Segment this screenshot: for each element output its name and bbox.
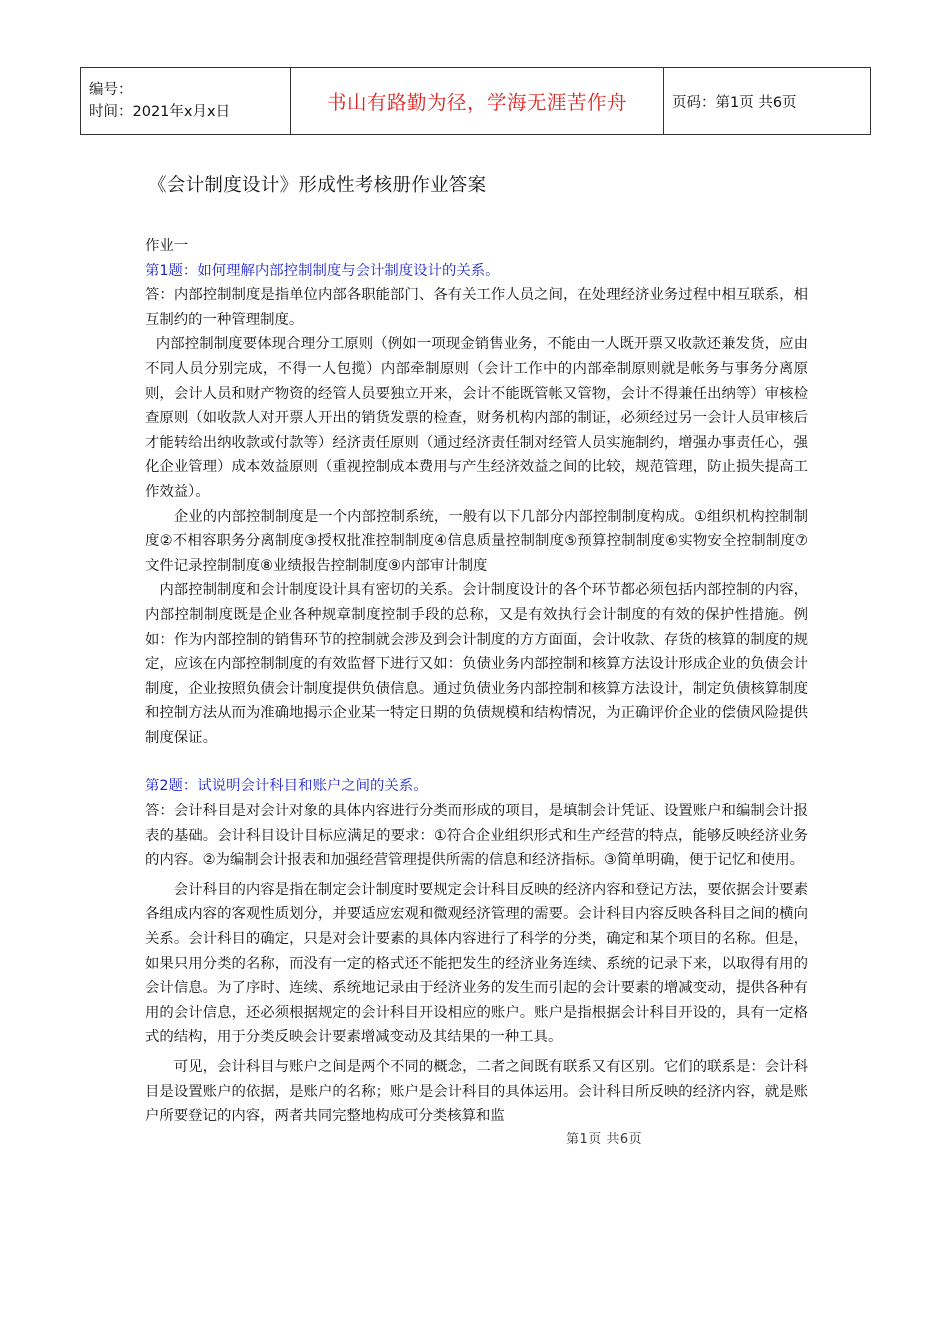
answer-1-paragraph-1: 答：内部控制制度是指单位内部各职能部门、各有关工作人员之间，在处理经济业务过程中相互联系，相互制约的一种管理制度。: [145, 287, 808, 328]
header-table: [80, 67, 871, 135]
document-number-label: 编号：: [89, 82, 133, 98]
question-1-heading: 第1题：如何理解内部控制制度与会计制度设计的关系。: [145, 262, 500, 279]
section-heading: 作业一: [145, 238, 189, 254]
answer-1-paragraph-3: 企业的内部控制制度是一个内部控制系统，一般有以下几部分内部控制制度构成。①组织机构控制制度②不相容职务分离制度③授权批准控制制度④信息质量控制制度⑤预算控制制度⑥实物安全控制制度⑦文件记录控制制度⑧业绩报告控制制度⑨内部审计制度: [145, 508, 808, 574]
header-motto: 书山有路勤为径，学海无涯苦作舟: [291, 68, 664, 135]
document-body: [145, 234, 808, 1129]
question-2-heading: 第2题：试说明会计科目和账户之间的关系。: [145, 778, 428, 795]
header-page-info: 页码：第1页 共6页: [664, 68, 871, 135]
header-info-cell: [81, 68, 291, 135]
answer-2-paragraph-2: 会计科目的内容是指在制定会计制度时要规定会计科目反映的经济内容和登记方法，要依据会计要素各组成内容的客观性质划分，并要适应宏观和微观经济管理的需要。会计科目内容反映各科目之间的横向关系。会计科目的确定，只是对会计要素的具体内容进行了科学的分类，确定和某个项目的名称。但是，如果只用分类的名称，而没有一定的格式还不能把发生的经济业务连续、系统的记录下来，以取得有用的会计信息。为了序时、连续、系统地记录由于经济业务的发生而引起的会计要素的增减变动，提供各种有用的会计信息，还必须根据规定的会计科目开设相应的账户。账户是指根据会计科目开设的，具有一定格式的结构，用于分类反映会计要素增减变动及其结果的一种工具。: [145, 881, 808, 1046]
document-title: 《会计制度设计》形成性考核册作业答案: [148, 175, 487, 196]
paragraph-gap: [145, 750, 808, 774]
footer-page-number: 第1页 共6页: [566, 1132, 643, 1147]
answer-1-paragraph-4: 内部控制制度和会计制度设计具有密切的关系。会计制度设计的各个环节都必须包括内部控制的内容，内部控制制度既是企业各种规章制度控制手段的总称，又是有效执行会计制度的有效的保护性措施。例如：作为内部控制的销售环节的控制就会涉及到会计制度的方方面面，会计收款、存货的核算的制度的规定，应该在内部控制制度的有效监督下进行又如：负债业务内部控制和核算方法设计形成企业的负债会计制度，企业按照负债会计制度提供负债信息。通过负债业务内部控制和核算方法设计，制定负债核算制度和控制方法从而为准确地揭示企业某一特定日期的负债规模和结构情况，为正确评价企业的偿债风险提供制度保证。: [145, 582, 808, 746]
answer-1-paragraph-2: 内部控制制度要体现合理分工原则（例如一项现金销售业务，不能由一人既开票又收款还兼发货，应由不同人员分别完成，不得一人包揽）内部牵制原则（会计工作中的内部牵制原则就是帐务与事务分离原则，会计人员和财产物资的经管人员要独立开来，会计不能既管帐又管物，会计不得兼任出纳等）审核检查原则（如收款人对开票人开出的销货发票的检查，财务机构内部的制证，必须经过另一会计人员审核后才能转给出纳收款或付款等）经济责任原则（通过经济责任制对经管人员实施制约，增强办事责任心，强化企业管理）成本效益原则（重视控制成本费用与产生经济效益之间的比较，规范管理，防止损失提高工作效益）。: [145, 336, 808, 500]
answer-2-paragraph-3: 可见，会计科目与账户之间是两个不同的概念，二者之间既有联系又有区别。它们的联系是：会计科目是设置账户的依据，是账户的名称；账户是会计科目的具体运用。会计科目所反映的经济内容，就是账户所要登记的内容，两者共同完整地构成可分类核算和监: [145, 1059, 808, 1125]
answer-2-paragraph-1: 答：会计科目是对会计对象的具体内容进行分类而形成的项目，是填制会计凭证、设置账户和编制会计报表的基础。会计科目设计目标应满足的要求：①符合企业组织形式和生产经营的特点，能够反映经济业务的内容。②为编制会计报表和加强经营管理提供所需的信息和经济指标。③简单明确，便于记忆和使用。: [145, 803, 808, 869]
document-time-label: 时间：2021年x月x日: [89, 104, 231, 120]
